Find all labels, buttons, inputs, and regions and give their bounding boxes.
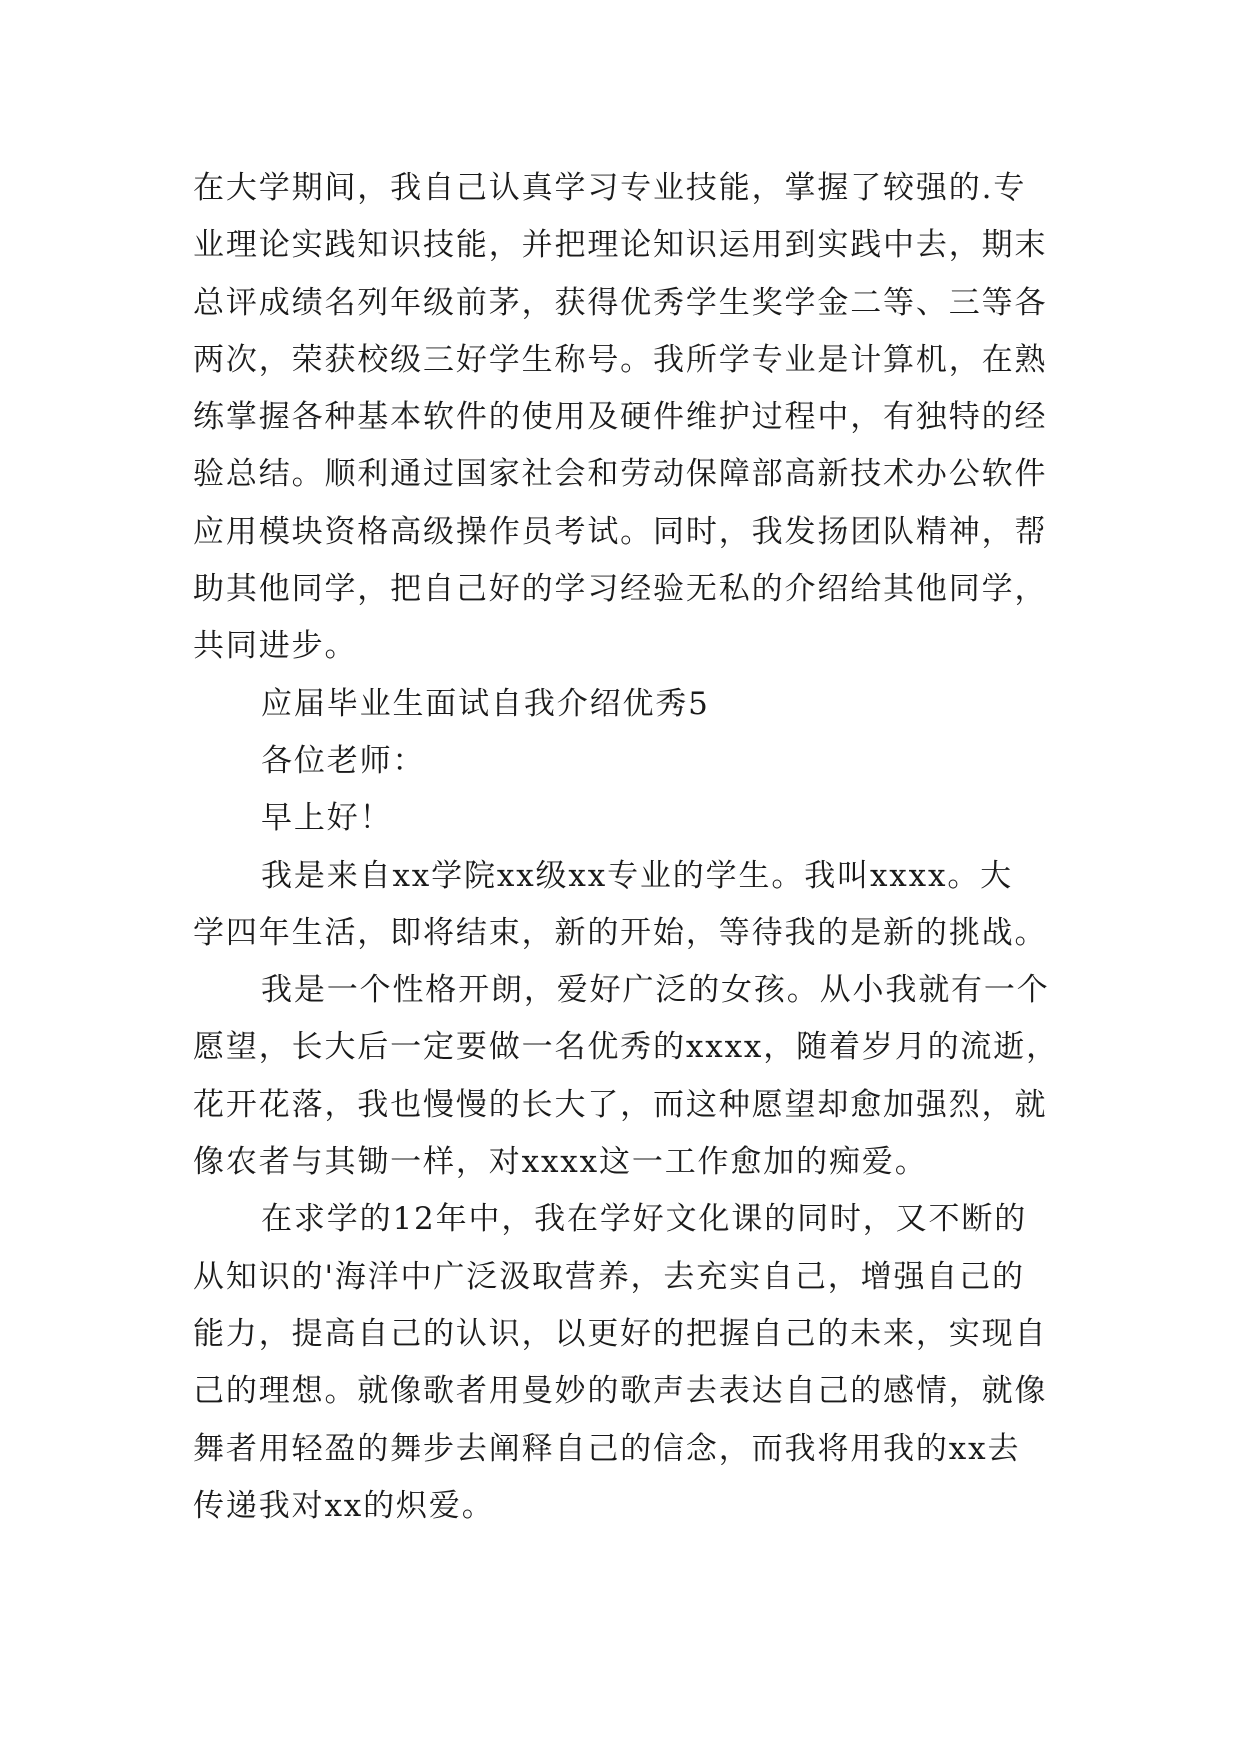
greeting: 早上好！ — [261, 800, 393, 837]
salutation: 各位老师： — [261, 742, 426, 779]
text-line: 在求学的12年中，我在学好文化课的同时，又不断的 — [261, 1201, 1028, 1238]
text-line: 我是来自xx学院xx级xx专业的学生。我叫xxxx。大 — [261, 857, 1014, 894]
text-line: 学四年生活，即将结束，新的开始，等待我的是新的挑战。 — [193, 914, 1048, 951]
text-line: 助其他同学，把自己好的学习经验无私的介绍给其他同学， — [193, 571, 1048, 608]
text-line: 应用模块资格高级操作员考试。同时，我发扬团队精神，帮 — [193, 513, 1048, 550]
text-line: 业理论实践知识技能，并把理论知识运用到实践中去，期末 — [193, 227, 1048, 264]
text-line: 愿望，长大后一定要做一名优秀的xxxx，随着岁月的流逝， — [193, 1029, 1060, 1066]
text-line: 己的理想。就像歌者用曼妙的歌声去表达自己的感情，就像 — [193, 1373, 1048, 1410]
document-page — [193, 160, 1060, 1535]
text-line: 练掌握各种基本软件的使用及硬件维护过程中，有独特的经 — [193, 399, 1048, 436]
text-line: 传递我对xx的炽爱。 — [193, 1487, 495, 1524]
text-line: 总评成绩名列年级前茅，获得优秀学生奖学金二等、三等各 — [193, 284, 1048, 321]
text-line: 我是一个性格开朗，爱好广泛的女孩。从小我就有一个 — [261, 972, 1050, 1009]
text-line: 花开花落，我也慢慢的长大了，而这种愿望却愈加强烈，就 — [193, 1086, 1048, 1123]
text-line: 两次，荣获校级三好学生称号。我所学专业是计算机，在熟 — [193, 341, 1048, 378]
text-line: 从知识的'海洋中广泛汲取营养，去充实自己，增强自己的 — [193, 1258, 1025, 1295]
text-line: 像农者与其锄一样，对xxxx这一工作愈加的痴爱。 — [193, 1144, 928, 1181]
text-line: 舞者用轻盈的舞步去阐释自己的信念，而我将用我的xx去 — [193, 1430, 1021, 1467]
text-line: 能力，提高自己的认识，以更好的把握自己的未来，实现自 — [193, 1315, 1048, 1352]
text-line: 共同进步。 — [193, 628, 358, 665]
text-line: 验总结。顺利通过国家社会和劳动保障部高新技术办公软件 — [193, 456, 1048, 493]
section-heading: 应届毕业生面试自我介绍优秀5 — [261, 685, 710, 722]
text-line: 在大学期间，我自己认真学习专业技能，掌握了较强的.专 — [193, 170, 1027, 206]
